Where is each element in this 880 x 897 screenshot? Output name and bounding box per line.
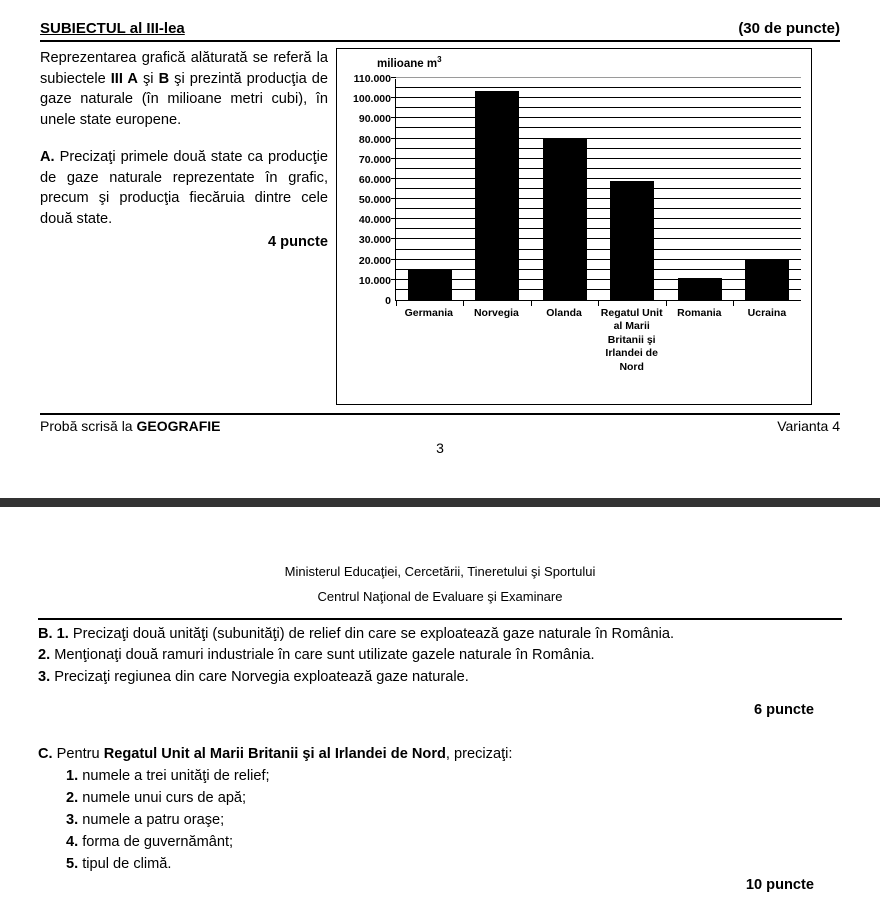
section-c-list-item <box>38 788 842 810</box>
x-axis-labels <box>395 307 801 374</box>
page-number: 3 <box>436 440 444 456</box>
gas-production-bar-chart <box>336 48 812 405</box>
y-axis-tick-label: 70.000 <box>358 153 391 166</box>
bar <box>408 269 452 300</box>
x-axis-tick <box>396 300 463 306</box>
x-axis-tick <box>733 300 800 306</box>
section-c-list-item <box>38 810 842 832</box>
x-axis-category-label: Romania <box>677 307 722 319</box>
plot-area <box>395 79 801 301</box>
section-b-item-2 <box>38 645 842 667</box>
section-b-item-2-text: Menţionaţi două ramuri industriale în care sunt utilizate gazele naturale în România. <box>50 647 595 664</box>
bar-slot <box>464 79 531 300</box>
section-c-country-name: Regatul Unit al Marii Britanii şi al Irlandei de Nord <box>103 746 446 763</box>
x-axis-category-label: Regatul Unit al Marii Britanii şi Irlandei de Nord <box>600 307 663 373</box>
y-axis-tick-label: 50.000 <box>358 194 391 207</box>
subject-header <box>40 0 840 42</box>
section-c-item-text: numele unui curs de apă; <box>78 789 247 806</box>
ministry-line-1: Ministerul Educaţiei, Cercetării, Tineretului şi Sportului <box>284 564 596 579</box>
x-axis-category-label: Norvegia <box>473 307 519 319</box>
section-c-item-text: forma de guvernământ; <box>78 833 234 850</box>
section-b-item-3-text: Precizaţi regiunea din care Norvegia exploatează gaze naturale. <box>50 668 469 685</box>
page-separator <box>0 498 880 507</box>
x-axis-tick <box>463 300 530 306</box>
section-b-item-3 <box>38 667 842 689</box>
ministry-line-2: Centrul Naţional de Evaluare şi Examinare <box>317 589 563 605</box>
section-c-list-item <box>38 766 842 788</box>
section-c-item-number: 1. <box>66 767 79 784</box>
section-c-lead-tail: , precizaţi: <box>445 746 513 763</box>
plot-area-wrapper <box>337 73 813 307</box>
y-axis-title <box>377 55 442 70</box>
y-axis-tick-label: 30.000 <box>358 234 391 247</box>
section-c-list-item <box>38 832 842 854</box>
intro-text-part1: Reprezentarea grafică alăturată se referă la subiectele <box>40 50 328 87</box>
x-axis-category-label: Germania <box>404 307 454 319</box>
intro-bold-b: B <box>158 70 170 87</box>
ministry-header <box>38 507 842 610</box>
section-c-list-item <box>38 854 842 876</box>
section-c <box>38 744 842 897</box>
intro-text-tail: şi prezintă producţia de gaze naturale (în milioane metri cubi), în unele state europene. <box>40 70 328 129</box>
section-c-item-number: 5. <box>66 855 79 872</box>
section-b-item-1-label: B. 1. <box>38 625 69 642</box>
bar-series <box>396 79 801 300</box>
y-axis-tick-label: 0 <box>385 295 391 307</box>
y-axis-tick-label: 10.000 <box>358 274 391 287</box>
question-text-column <box>40 48 332 252</box>
intro-bold-iii-a: III A <box>110 70 138 87</box>
y-axis-tick-label: 90.000 <box>358 113 391 126</box>
section-c-lead <box>38 744 842 766</box>
section-b-item-1-text: Precizaţi două unităţi (subunităţi) de relief din care se exploatează gaze naturale în România. <box>68 625 675 642</box>
section-c-label: C. <box>38 746 53 763</box>
bar-slot <box>599 79 666 300</box>
bar <box>475 91 519 300</box>
section-c-points: 10 puncte <box>745 877 814 894</box>
question-a-label: A. <box>40 148 55 165</box>
section-b-item-2-label: 2. <box>38 647 51 664</box>
section-c-item-list <box>38 766 842 875</box>
bar <box>678 278 722 300</box>
section-c-item-text: numele a trei unităţi de relief; <box>78 767 270 784</box>
x-axis-category-label: Ucraina <box>747 307 787 319</box>
bar-slot <box>666 79 733 300</box>
bar-slot <box>734 79 801 300</box>
subject-points: (30 de puncte) <box>738 20 840 37</box>
x-axis-category-label: Olanda <box>546 307 582 319</box>
y-axis-labels <box>337 73 395 307</box>
question-a-points: 4 puncte <box>267 233 328 250</box>
bar <box>745 259 789 300</box>
y-axis-tick-label: 110.000 <box>353 73 391 85</box>
gridline <box>396 77 801 78</box>
footer-left-bold: GEOGRAFIE <box>136 418 221 434</box>
section-b-points: 6 puncte <box>753 702 814 719</box>
intro-text-mid: şi <box>137 70 159 87</box>
bar-slot <box>396 79 463 300</box>
x-axis-tick <box>598 300 665 306</box>
section-c-item-number: 2. <box>66 789 79 806</box>
y-axis-tick-label: 40.000 <box>358 214 391 227</box>
y-axis-title-superscript: 3 <box>437 55 442 64</box>
exam-page-4 <box>0 507 880 897</box>
bar <box>610 181 654 300</box>
footer-variant: Varianta 4 <box>777 418 840 434</box>
y-axis-title-text: milioane m <box>377 57 438 70</box>
intro-paragraph <box>40 48 328 131</box>
section-c-item-number: 3. <box>66 811 79 828</box>
y-axis-tick-label: 80.000 <box>358 133 391 146</box>
section-b-item-1 <box>38 624 842 646</box>
section-b-item-3-label: 3. <box>38 668 51 685</box>
section-c-item-text: numele a patru oraşe; <box>78 811 225 828</box>
x-axis-tick <box>531 300 598 306</box>
y-axis-tick-label: 20.000 <box>358 254 391 267</box>
y-axis-tick <box>391 77 396 78</box>
y-axis-tick-label: 60.000 <box>358 173 391 186</box>
section-c-item-number: 4. <box>66 833 79 850</box>
page-body <box>40 42 840 405</box>
page-footer <box>40 413 840 434</box>
subject-title: SUBIECTUL al III-lea <box>40 20 185 37</box>
question-a-text: Precizaţi primele două state ca producţie de gaze naturale reprezentate în grafic, precum şi producţia fiecăruia dintre cele două state. <box>40 148 328 228</box>
section-c-lead-normal: Pentru <box>52 746 104 763</box>
footer-left-normal: Probă scrisă la <box>40 418 137 434</box>
question-a-paragraph <box>40 147 328 230</box>
section-b <box>38 620 842 722</box>
bar <box>543 139 587 300</box>
footer-left <box>40 418 221 434</box>
section-c-item-text: tipul de climă. <box>78 855 172 872</box>
bar-slot <box>531 79 598 300</box>
x-axis-tick <box>666 300 733 306</box>
y-axis-tick-label: 100.000 <box>353 93 391 106</box>
x-axis-ticks <box>396 300 801 306</box>
